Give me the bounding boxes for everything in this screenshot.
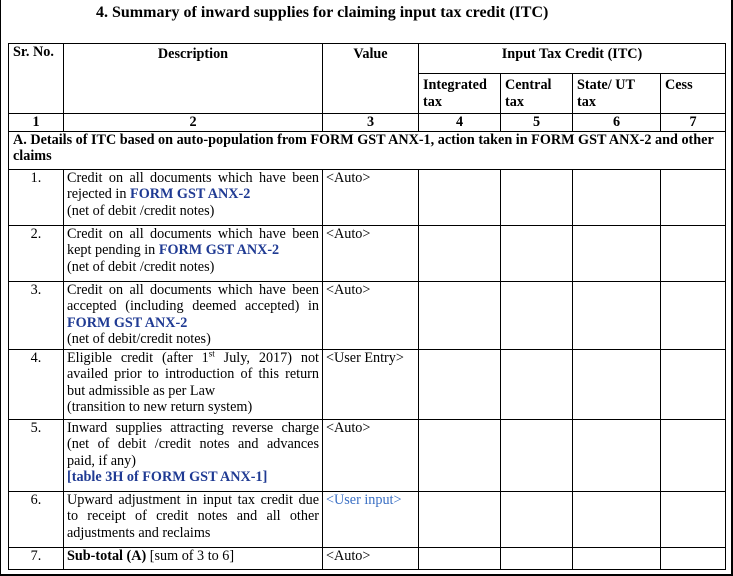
table-row: [9, 281, 726, 349]
central-tax-cell[interactable]: [501, 349, 573, 419]
header-state-ut-tax: State/ UT tax: [573, 74, 661, 114]
row-description: Credit on all documents which have been kept pending in FORM GST ANX-2 (net of debit /credit notes): [64, 225, 323, 281]
section-heading: [0, 2, 733, 42]
col-num: 5: [501, 114, 573, 132]
table-row: [9, 349, 726, 419]
row-sr: 7.: [9, 547, 64, 569]
central-tax-cell[interactable]: [501, 419, 573, 491]
central-tax-cell[interactable]: [501, 491, 573, 547]
header-central-tax: Central tax: [501, 74, 573, 114]
row-sr: 4.: [9, 349, 64, 419]
integrated-tax-cell[interactable]: [419, 349, 501, 419]
header-integrated-tax: Integrated tax: [419, 74, 501, 114]
row-description: Credit on all documents which have been rejected in FORM GST ANX-2 (net of debit /credit notes): [64, 169, 323, 225]
cess-cell[interactable]: [661, 225, 726, 281]
col-num: 2: [64, 114, 323, 132]
header-value: Value: [323, 44, 419, 114]
central-tax-cell[interactable]: [501, 169, 573, 225]
header-description: Description: [64, 44, 323, 114]
row-sr: 1.: [9, 169, 64, 225]
integrated-tax-cell[interactable]: [419, 281, 501, 349]
header-cess: Cess: [661, 74, 726, 114]
col-num: 6: [573, 114, 661, 132]
central-tax-cell[interactable]: [501, 547, 573, 569]
cess-cell[interactable]: [661, 491, 726, 547]
row-value: <Auto>: [323, 169, 419, 225]
table-row: [9, 491, 726, 547]
state-ut-tax-cell[interactable]: [573, 547, 661, 569]
integrated-tax-cell[interactable]: [419, 419, 501, 491]
row-sr: 6.: [9, 491, 64, 547]
table-reference: [table 3H of FORM GST ANX-1]: [67, 469, 268, 486]
header-sr-no: Sr. No.: [9, 44, 64, 114]
cess-cell[interactable]: [661, 419, 726, 491]
integrated-tax-cell[interactable]: [419, 491, 501, 547]
row-description: Credit on all documents which have been accepted (including deemed accepted) in FORM GST ANX-2 (net of debit/credit notes): [64, 281, 323, 349]
row-description: Eligible credit (after 1st July, 2017) not availed prior to introduction of this return but admissible as per Law (transition to new return system): [64, 349, 323, 419]
itc-summary-table: [8, 43, 726, 570]
row-value: <Auto>: [323, 419, 419, 491]
state-ut-tax-cell[interactable]: [573, 169, 661, 225]
state-ut-tax-cell[interactable]: [573, 491, 661, 547]
state-ut-tax-cell[interactable]: [573, 281, 661, 349]
heading-text: 4. Summary of inward supplies for claiming input tax credit (ITC): [96, 4, 549, 21]
cess-cell[interactable]: [661, 349, 726, 419]
col-num: 3: [323, 114, 419, 132]
table-row: [9, 547, 726, 569]
integrated-tax-cell[interactable]: [419, 547, 501, 569]
col-num: 4: [419, 114, 501, 132]
table-row: [9, 225, 726, 281]
col-num: 7: [661, 114, 726, 132]
form-reference: FORM GST ANX-2: [67, 314, 188, 331]
row-description: Upward adjustment in input tax credit due to receipt of credit notes and all other adjustments and reclaims: [64, 491, 323, 547]
state-ut-tax-cell[interactable]: [573, 349, 661, 419]
form-reference: FORM GST ANX-2: [158, 242, 280, 259]
table-row: [9, 169, 726, 225]
row-value: <Auto>: [323, 281, 419, 349]
cess-cell[interactable]: [661, 281, 726, 349]
header-itc: Input Tax Credit (ITC): [419, 44, 726, 74]
cess-cell[interactable]: [661, 169, 726, 225]
row-description: Inward supplies attracting reverse charge (net of debit /credit notes and advances paid, if any) [table 3H of FORM GST ANX-1]: [64, 419, 323, 491]
central-tax-cell[interactable]: [501, 281, 573, 349]
integrated-tax-cell[interactable]: [419, 225, 501, 281]
row-value: <User input>: [323, 491, 419, 547]
row-sr: 5.: [9, 419, 64, 491]
table-row: [9, 419, 726, 491]
state-ut-tax-cell[interactable]: [573, 225, 661, 281]
central-tax-cell[interactable]: [501, 225, 573, 281]
row-sr: 3.: [9, 281, 64, 349]
row-value: <Auto>: [323, 547, 419, 569]
form-reference: FORM GST ANX-2: [130, 186, 251, 203]
col-num: 1: [9, 114, 64, 132]
column-number-row: [9, 114, 726, 132]
integrated-tax-cell[interactable]: [419, 169, 501, 225]
row-sr: 2.: [9, 225, 64, 281]
row-description: Sub-total (A) [sum of 3 to 6]: [64, 547, 323, 569]
section-a-title: A. Details of ITC based on auto-population from FORM GST ANX-1, action taken in FORM GST ANX-2 and other claims: [9, 131, 726, 169]
row-value: <Auto>: [323, 225, 419, 281]
cess-cell[interactable]: [661, 547, 726, 569]
state-ut-tax-cell[interactable]: [573, 419, 661, 491]
row-value: <User Entry>: [323, 349, 419, 419]
